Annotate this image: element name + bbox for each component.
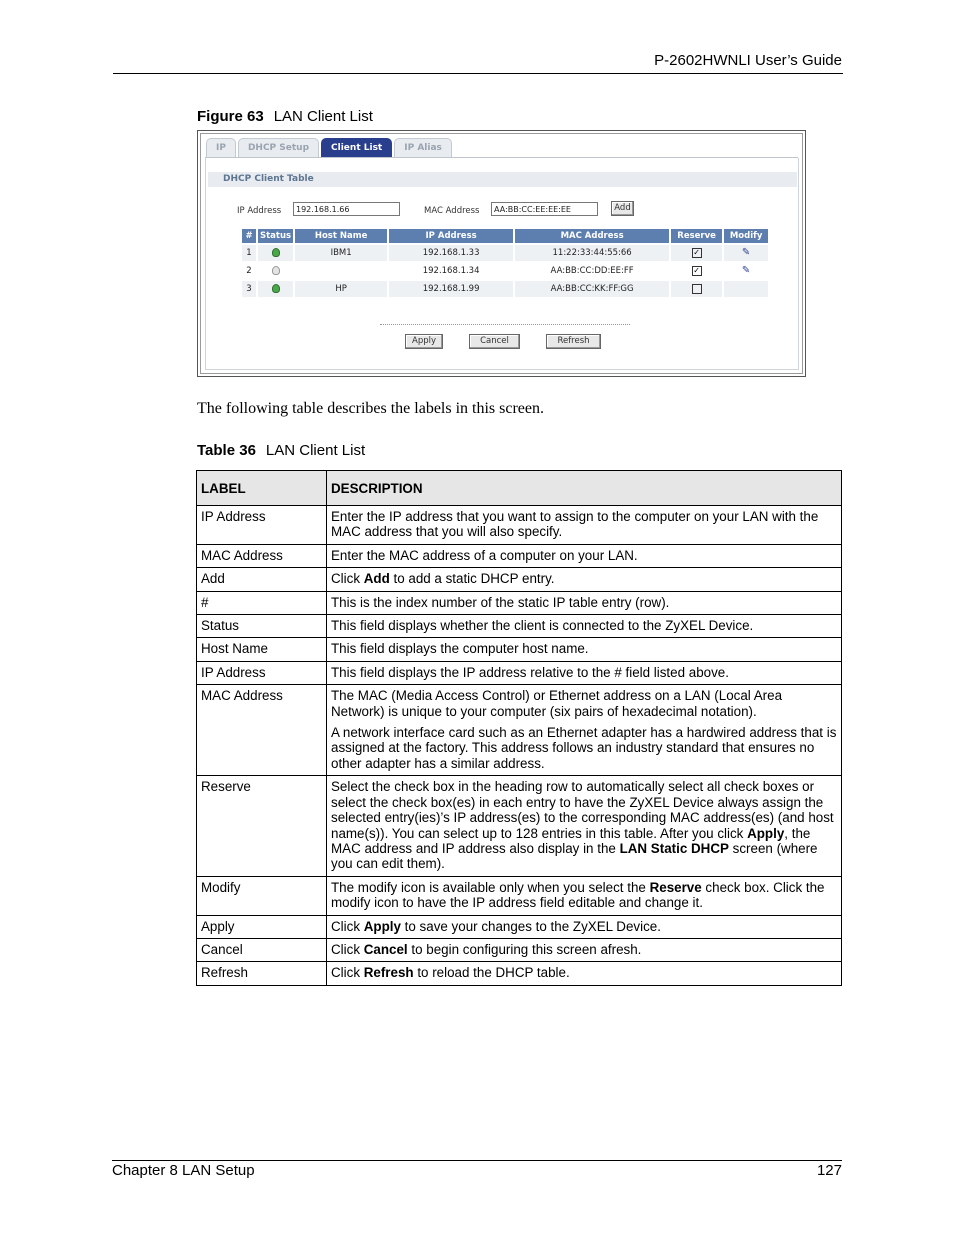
client-row [242, 263, 768, 279]
desc-paragraph: Select the check box in the heading row to automatically select all check boxes or select the check box(es) in each entry to have the ZyXEL Device always assign the selected entry(ies)’s IP address(es) to the corresponding MAC address(es) (and host name(s)). You can select up to 128 entries in this table. After you click Apply, the MAC address and IP address also display in the LAN Static DHCP screen (where you can edit them). [331, 779, 834, 872]
desc-row [197, 568, 842, 591]
label-column-header: LABEL [197, 471, 327, 506]
screenshot-window [200, 133, 803, 374]
column-header-modify: Modify [724, 229, 768, 243]
status-bulb-icon [272, 284, 280, 293]
desc-text [327, 506, 842, 545]
tab-bar [206, 138, 452, 157]
desc-row [197, 915, 842, 938]
tab-ip[interactable]: IP [206, 138, 236, 158]
section-title: DHCP Client Table [223, 174, 314, 184]
reserve-checkbox[interactable]: ✓ [693, 247, 700, 257]
desc-row [197, 685, 842, 776]
desc-paragraph: This is the index number of the static IP table entry (row). [331, 594, 670, 610]
row-mac-address: 11:22:33:44:55:66 [515, 245, 669, 261]
ip-address-input[interactable]: 192.168.1.66 [293, 202, 400, 216]
row-modify [724, 245, 768, 261]
desc-paragraph: Enter the IP address that you want to assign to the computer on your LAN with the MAC address that you will also specify. [331, 509, 819, 540]
desc-text [327, 876, 842, 915]
modify-icon[interactable]: ✎ [741, 246, 751, 258]
desc-text [327, 591, 842, 614]
desc-paragraph: Click Cancel to begin configuring this screen afresh. [331, 941, 642, 957]
figure-title: LAN Client List [273, 108, 373, 125]
tab-ip-alias[interactable]: IP Alias [394, 138, 452, 158]
desc-paragraph: The modify icon is available only when you select the Reserve check box. Click the modify icon to have the IP address field editable and change it. [331, 879, 825, 911]
desc-paragraph: A network interface card such as an Ethernet adapter has a hardwired address that is assigned at the factory. This address follows an industry standard that ensures no other adapter has a similar address. [331, 725, 837, 771]
row-host-name: IBM1 [295, 245, 387, 261]
desc-label: MAC Address [197, 544, 327, 567]
desc-label: Status [197, 615, 327, 638]
desc-label: Refresh [197, 962, 327, 985]
desc-paragraph: Enter the MAC address of a computer on your LAN. [331, 547, 638, 563]
client-row [242, 281, 768, 297]
desc-text [327, 685, 842, 776]
label-description-table [196, 470, 842, 986]
row-index: 3 [242, 281, 256, 297]
cancel-button[interactable]: Cancel [469, 334, 520, 349]
add-button[interactable]: Add [611, 201, 634, 216]
refresh-button[interactable]: Refresh [546, 334, 601, 349]
row-ip-address: 192.168.1.99 [389, 281, 513, 297]
row-reserve [671, 263, 722, 279]
column-header-mac-address: MAC Address [515, 229, 669, 243]
row-host-name: HP [295, 281, 387, 297]
desc-paragraph: This field displays the computer host name. [331, 641, 589, 657]
row-mac-address: AA:BB:CC:DD:EE:FF [515, 263, 669, 279]
desc-label: Host Name [197, 638, 327, 661]
row-ip-address: 192.168.1.33 [389, 245, 513, 261]
description-column-header: DESCRIPTION [327, 471, 842, 506]
desc-label: IP Address [197, 506, 327, 545]
desc-text [327, 776, 842, 876]
footer-chapter: Chapter 8 LAN Setup [112, 1162, 255, 1179]
footer-rule [112, 1160, 842, 1161]
desc-text [327, 915, 842, 938]
intro-paragraph: The following table describes the labels in this screen. [197, 400, 545, 417]
tab-client-list[interactable]: Client List [321, 138, 392, 158]
desc-text [327, 615, 842, 638]
column-header-host-name: Host Name [295, 229, 387, 243]
tab-dhcp-setup[interactable]: DHCP Setup [238, 138, 319, 158]
table-header-row [242, 229, 768, 243]
screenshot-frame [197, 130, 806, 377]
desc-paragraph: The MAC (Media Access Control) or Ethernet address on a LAN (Local Area Network) is unique to your computer (six pairs of hexadecimal notation). [331, 688, 783, 719]
figure-number: Figure 63 [197, 108, 264, 125]
reserve-checkbox[interactable]: ✓ [693, 265, 700, 275]
desc-label: Cancel [197, 938, 327, 961]
row-index: 2 [242, 263, 256, 279]
desc-label: Add [197, 568, 327, 591]
row-index: 1 [242, 245, 256, 261]
desc-paragraph: Click Add to add a static DHCP entry. [331, 571, 555, 587]
desc-text [327, 568, 842, 591]
ip-address-label: IP Address [237, 206, 282, 216]
row-modify [724, 281, 768, 297]
table-title: LAN Client List [265, 442, 366, 459]
desc-row [197, 544, 842, 567]
desc-table-header [197, 471, 842, 506]
desc-label: IP Address [197, 661, 327, 684]
desc-row [197, 938, 842, 961]
running-header-title: P-2602HWNLI User’s Guide [654, 52, 842, 69]
column-header-reserve[interactable]: Reserve [671, 229, 722, 243]
dotted-separator [380, 324, 630, 325]
header-rule [113, 73, 843, 74]
row-reserve [671, 245, 722, 261]
modify-icon[interactable]: ✎ [741, 264, 751, 276]
table-number: Table 36 [197, 442, 256, 459]
desc-row [197, 591, 842, 614]
dhcp-client-table [240, 227, 770, 299]
desc-row [197, 776, 842, 876]
desc-paragraph: This field displays the IP address relative to the # field listed above. [331, 664, 729, 680]
table-caption [197, 442, 365, 459]
desc-row [197, 661, 842, 684]
desc-text [327, 638, 842, 661]
column-header-ip-address: IP Address [389, 229, 513, 243]
figure-caption [197, 108, 373, 125]
column-header-status: Status [260, 231, 292, 241]
row-reserve [671, 281, 722, 297]
status-bulb-icon [272, 266, 280, 275]
row-status [258, 245, 293, 261]
desc-row [197, 615, 842, 638]
reserve-checkbox[interactable] [692, 284, 702, 294]
desc-row [197, 638, 842, 661]
mac-address-label: MAC Address [424, 206, 480, 216]
desc-label: Reserve [197, 776, 327, 876]
desc-label: # [197, 591, 327, 614]
row-ip-address: 192.168.1.34 [389, 263, 513, 279]
footer-page-number: 127 [816, 1162, 842, 1179]
row-modify [724, 263, 768, 279]
desc-paragraph: This field displays whether the client is connected to the ZyXEL Device. [331, 618, 754, 634]
row-status [258, 281, 293, 297]
column-header-index: # [242, 229, 256, 243]
desc-row [197, 506, 842, 545]
desc-text [327, 544, 842, 567]
row-host-name [295, 263, 387, 279]
row-status [258, 263, 293, 279]
desc-text [327, 661, 842, 684]
desc-text [327, 938, 842, 961]
row-mac-address: AA:BB:CC:KK:FF:GG [515, 281, 669, 297]
desc-row [197, 876, 842, 915]
client-row [242, 245, 768, 261]
desc-label: MAC Address [197, 685, 327, 776]
desc-row [197, 962, 842, 985]
desc-paragraph: Click Refresh to reload the DHCP table. [331, 965, 570, 981]
mac-address-input[interactable]: AA:BB:CC:EE:EE:EE [491, 202, 598, 216]
desc-label: Modify [197, 876, 327, 915]
desc-paragraph: Click Apply to save your changes to the ZyXEL Device. [331, 918, 661, 934]
status-bulb-icon [272, 248, 280, 257]
desc-label: Apply [197, 915, 327, 938]
desc-text [327, 962, 842, 985]
apply-button[interactable]: Apply [405, 334, 443, 349]
